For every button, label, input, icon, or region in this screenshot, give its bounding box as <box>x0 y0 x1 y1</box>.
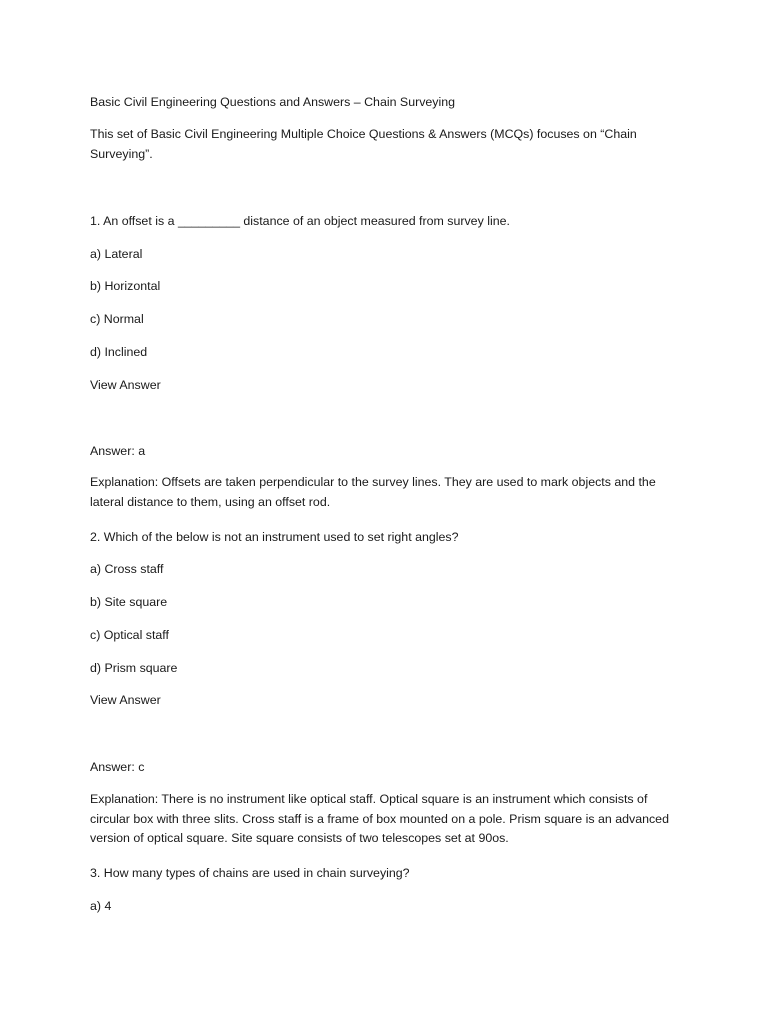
question-2-view-answer-link[interactable]: View Answer <box>90 693 161 707</box>
question-1-view-answer-link[interactable]: View Answer <box>90 378 161 392</box>
question-2-option-c: c) Optical staff <box>90 628 169 642</box>
question-3-text: 3. How many types of chains are used in chain surveying? <box>90 866 410 880</box>
document-title: Basic Civil Engineering Questions and Answers – Chain Surveying <box>90 95 456 109</box>
question-1-answer: Answer: a <box>90 444 146 458</box>
question-2-option-b: b) Site square <box>90 595 168 609</box>
question-2-option-d: d) Prism square <box>90 661 178 675</box>
question-1-text: 1. An offset is a _________ distance of an object measured from survey line. <box>90 214 510 228</box>
question-2-option-a: a) Cross staff <box>90 562 164 576</box>
question-1-option-c: c) Normal <box>90 312 144 326</box>
question-2-answer: Answer: c <box>90 760 145 774</box>
question-2-text: 2. Which of the below is not an instrument used to set right angles? <box>90 530 459 544</box>
question-1-option-b: b) Horizontal <box>90 279 161 293</box>
question-1-option-a: a) Lateral <box>90 247 143 261</box>
question-1-option-d: d) Inclined <box>90 345 148 359</box>
document-intro: This set of Basic Civil Engineering Multiple Choice Questions & Answers (MCQs) focuses on “Chain Surveying”. <box>90 127 637 161</box>
question-1-explanation: Explanation: Offsets are taken perpendicular to the survey lines. They are used to mark objects and the lateral distance to them, using an offset rod. <box>90 475 656 509</box>
question-2-explanation: Explanation: There is no instrument like optical staff. Optical square is an instrument which consists of circular box with three slits. Cross staff is a frame of box mounted on a pole. Prism square is an advanced version of optical square. Site square consists of two telescopes set at 90os. <box>90 792 669 845</box>
question-3-option-a: a) 4 <box>90 899 112 913</box>
